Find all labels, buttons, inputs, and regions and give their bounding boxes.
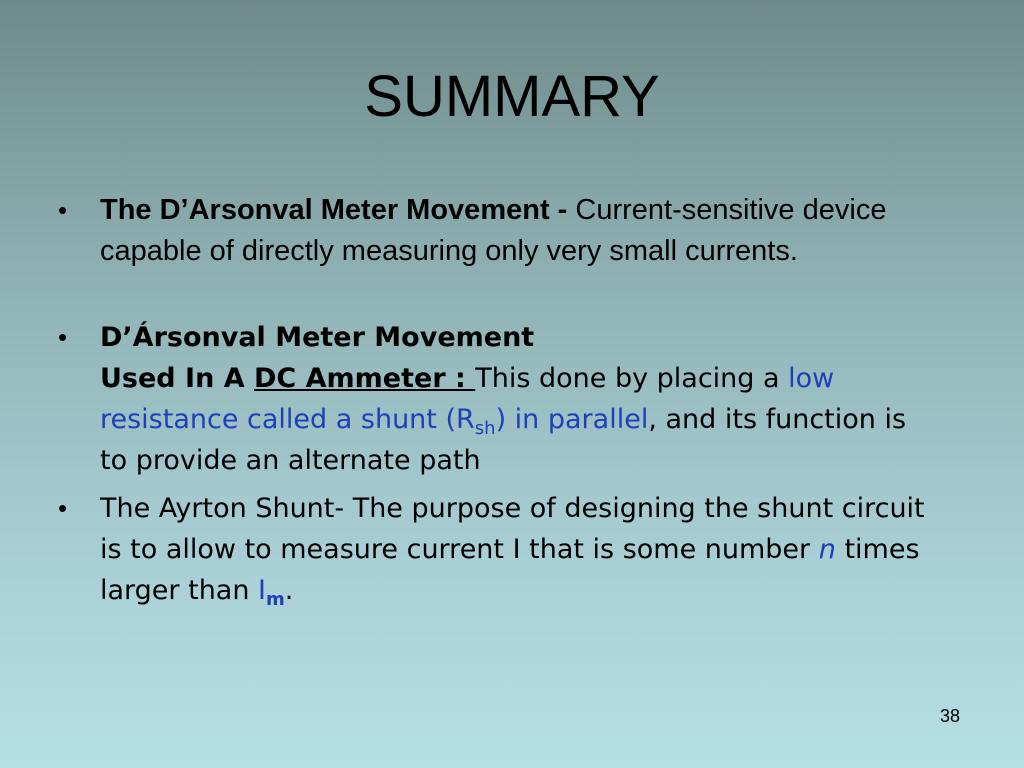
bullet-heading: D’Ársonval Meter Movement xyxy=(100,322,535,353)
page-number: 38 xyxy=(940,706,961,726)
bullet-body-end: . xyxy=(284,575,294,606)
parallel-highlight: ) in parallel xyxy=(495,404,649,435)
bullet-text xyxy=(100,317,940,481)
bullet-body: Current-sensitive device capable of directly measuring only very small currents. xyxy=(100,194,887,267)
im-subscript: m xyxy=(266,589,285,610)
bullet-heading: The D’Arsonval Meter Movement - xyxy=(100,194,576,226)
bullet-text xyxy=(100,488,940,611)
shunt-highlight: low resistance called a shunt (R xyxy=(100,363,835,435)
bullet-body: The Ayrton Shunt- The purpose of designing the shunt circuit is to allow to measure current I that is some number xyxy=(100,493,925,565)
dc-ammeter-label: DC Ammeter : xyxy=(254,363,476,394)
bullet-marker: • xyxy=(58,493,68,523)
shunt-subscript: sh xyxy=(474,418,496,439)
bullet-body-mid: times larger than xyxy=(100,534,920,606)
im-variable: I xyxy=(258,575,267,606)
bullet-text xyxy=(100,190,940,272)
n-variable: n xyxy=(818,534,836,565)
bullet-body-end: , and its function is to provide an alternate path xyxy=(100,404,907,476)
bullet-marker: • xyxy=(58,195,68,225)
bullet-prefix: Used In A xyxy=(100,363,254,394)
bullet-body: This done by placing a xyxy=(475,363,789,394)
slide-title: SUMMARY xyxy=(364,64,660,129)
bullet-marker: • xyxy=(58,322,68,352)
